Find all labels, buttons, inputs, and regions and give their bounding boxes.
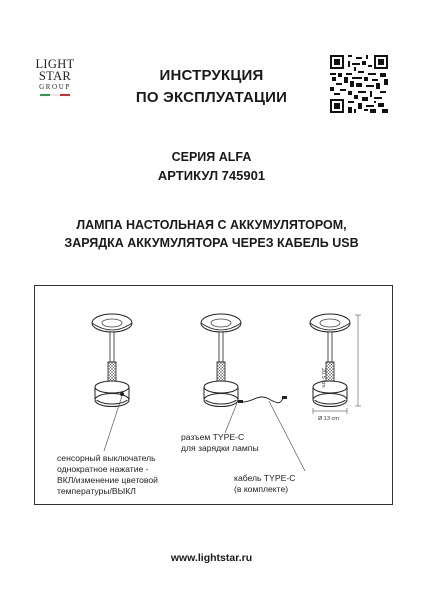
product-title-line-1: ЛАМПА НАСТОЛЬНАЯ С АККУМУЛЯТОРОМ, [76,218,347,232]
lamp-dimension-view [310,314,361,414]
page-title-line-2: ПО ЭКСПЛУАТАЦИИ [135,89,288,106]
article-label: АРТИКУЛ 745901 [157,168,266,183]
diameter-dimension-label: Ø 13 cm [318,416,339,422]
logo-line-2: STAR [38,69,72,83]
series-label: СЕРИЯ ALFA [171,150,252,164]
qr-code-icon [330,55,388,113]
page-title-line-1: ИНСТРУКЦИЯ [159,67,264,84]
footer-website-link[interactable]: www.lightstar.ru [170,552,253,564]
port-caption: разъем TYPE-C для зарядки лампы [181,432,259,453]
logo-line-3: GROUP [39,83,71,91]
cable-caption: кабель TYPE-C (в комплекте) [234,473,296,494]
switch-caption: сенсорный выключатель однократное нажатие - ВКЛ/изменение цветовой температуры/ВЫКЛ [57,453,158,496]
product-title-line-2: ЗАРЯДКА АККУМУЛЯТОРА ЧЕРЕЗ КАБЕЛЬ USB [64,236,359,250]
logo-line-1: LIGHT [35,57,75,71]
lamp-front-view [92,314,132,451]
height-dimension-label: 20,5 cm [320,368,326,388]
